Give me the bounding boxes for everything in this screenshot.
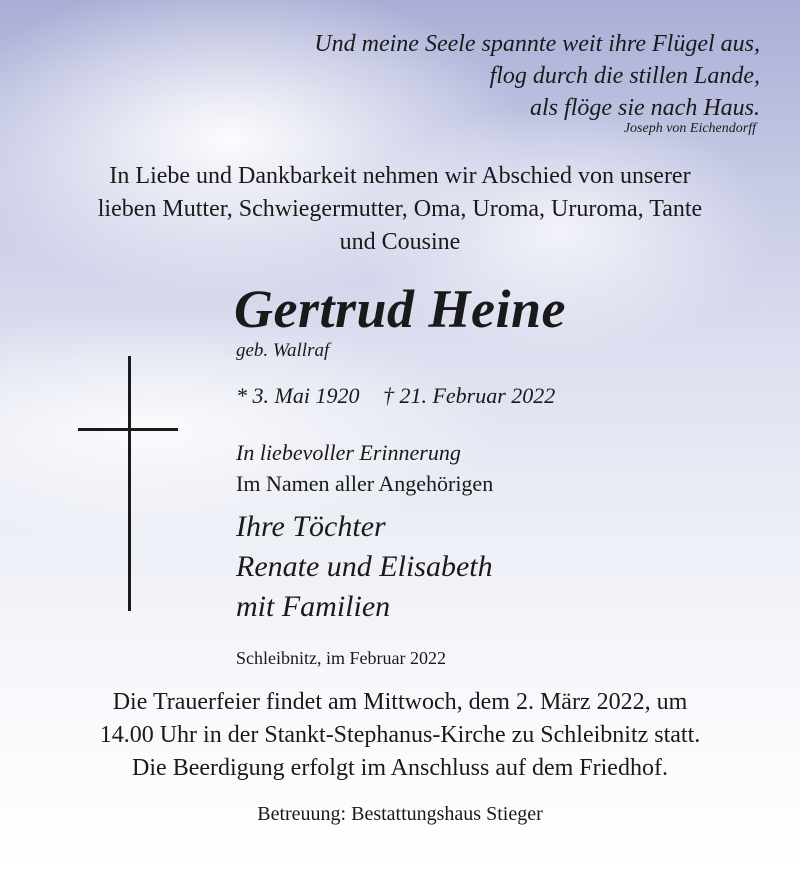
cross-icon (128, 356, 131, 611)
family-signature (236, 507, 493, 627)
funeral-home: Betreuung: Bestattungshaus Stieger (257, 803, 543, 825)
funeral-line: Die Trauerfeier findet am Mittwoch, dem 2. März 2022, um (112, 689, 688, 715)
intro-line: In Liebe und Dankbarkeit nehmen wir Abschied von unserer (109, 163, 691, 189)
cross-icon-bar (78, 428, 178, 431)
birth-date: * 3. Mai 1920 (236, 383, 360, 408)
place-date: Schleibnitz, im Februar 2022 (236, 648, 446, 668)
family-line: Ihre Töchter (236, 510, 386, 543)
poem-author: Joseph von Eichendorff (623, 121, 756, 136)
poem-line: flog durch die stillen Lande, (489, 63, 760, 89)
poem (314, 28, 760, 124)
funeral-line: Die Beerdigung erfolgt im Anschluss auf dem Friedhof. (132, 755, 668, 781)
maiden-name: geb. Wallraf (236, 340, 330, 361)
life-dates (236, 383, 573, 409)
intro-text (0, 160, 800, 259)
poem-line: als flöge sie nach Haus. (530, 95, 760, 121)
family-line: Renate und Elisabeth (236, 550, 493, 583)
poem-line: Und meine Seele spannte weit ihre Flügel aus, (314, 31, 760, 57)
funeral-line: 14.00 Uhr in der Stankt-Stephanus-Kirche zu Schleibnitz statt. (99, 722, 701, 748)
funeral-info (0, 686, 800, 785)
intro-line: und Cousine (339, 229, 461, 255)
intro-line: lieben Mutter, Schwiegermutter, Oma, Uroma, Ururoma, Tante (97, 196, 703, 222)
family-line: mit Familien (236, 590, 391, 623)
on-behalf-phrase: Im Namen aller Angehörigen (236, 471, 494, 496)
memory-phrase: In liebevoller Erinnerung (236, 440, 461, 465)
death-date: † 21. Februar 2022 (382, 383, 556, 408)
deceased-name: Gertrud Heine (234, 279, 567, 339)
